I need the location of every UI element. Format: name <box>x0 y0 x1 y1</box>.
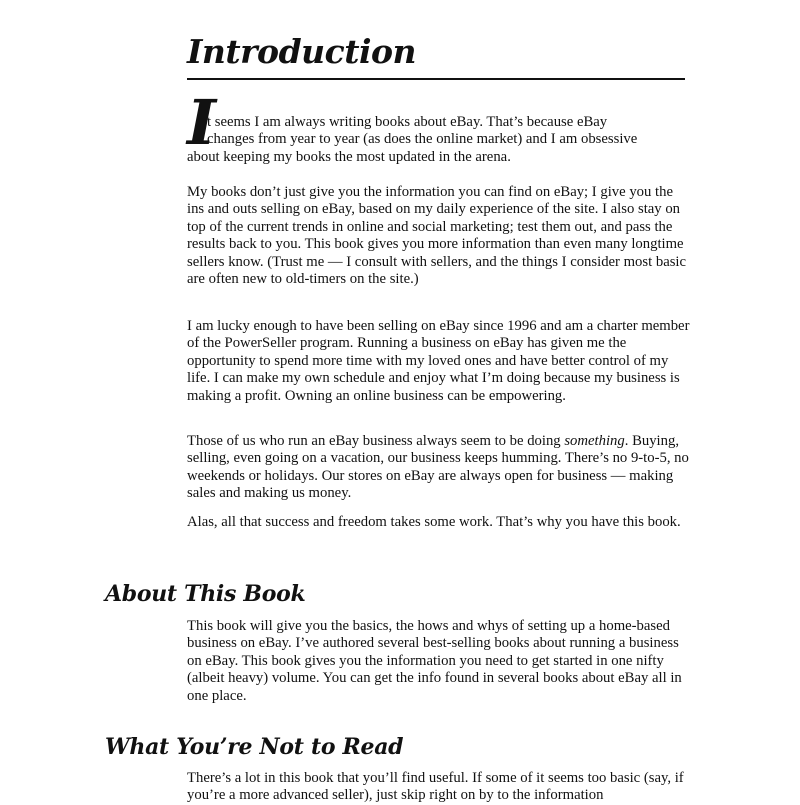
intro-paragraph-5: Alas, all that success and freedom takes some work. That’s why you have this book. <box>187 514 681 530</box>
section-heading-not-to-read: What You’re Not to Read <box>105 734 404 760</box>
section-not-to-read-paragraph: There’s a lot in this book that you’ll find useful. If some of it seems too basic (say, if you’re a more advanced seller), just skip right on by to the information <box>187 770 684 804</box>
section-heading-about: About This Book <box>105 581 306 607</box>
section-about-paragraph: This book will give you the basics, the hows and whys of setting up a home-based business on eBay. I’ve authored several best-selling books about running a business on eBay. This book gives you the information you need to get started in one nifty (albeit heavy) volume. You can get the info found in several books about eBay all in one place. <box>187 618 682 704</box>
intro-line-1: t seems I am always writing books about eBay. That’s because eBay <box>207 114 608 130</box>
para4-text-start: Those of us who run an eBay business always seem to be doing <box>187 433 565 449</box>
intro-paragraph-2: My books don’t just give you the information you can find on eBay; I give you the ins and outs selling on eBay, based on my daily experience of the site. I also stay on top of the current trends in online and social marketing; test them out, and pass the results back to you. This book gives you more information than even many longtime sellers know. (Trust me — I consult with sellers, and the things I consider most basic are often new to old-timers on the site.) <box>187 184 687 288</box>
intro-paragraph-4 <box>187 433 692 503</box>
intro-line-3: about keeping my books the most updated in the arena. <box>187 148 511 165</box>
drop-cap: I <box>187 86 217 159</box>
intro-line-2: changes from year to year (as does the online market) and I am obsessive <box>207 131 638 148</box>
intro-paragraph-3: I am lucky enough to have been selling on eBay since 1996 and am a charter member of the PowerSeller program. Running a business on eBay has given me the opportunity to spend more time with my loved ones and have better control of my life. I can make my own schedule and enjoy what I’m doing because my business is making a profit. Owning an online business can be empowering. <box>187 318 690 404</box>
title-rule <box>187 78 685 80</box>
para4-emphasis: something <box>564 433 625 449</box>
chapter-title: Introduction <box>187 32 417 71</box>
intro-paragraph-1 <box>187 114 692 166</box>
para4-text-end: . Buying, selling, even going on a vacation, our business keeps humming. There’s no 9-to-5, no weekends or holidays. Our stores on eBay are always open for business — making sales and making us money. <box>187 433 689 502</box>
